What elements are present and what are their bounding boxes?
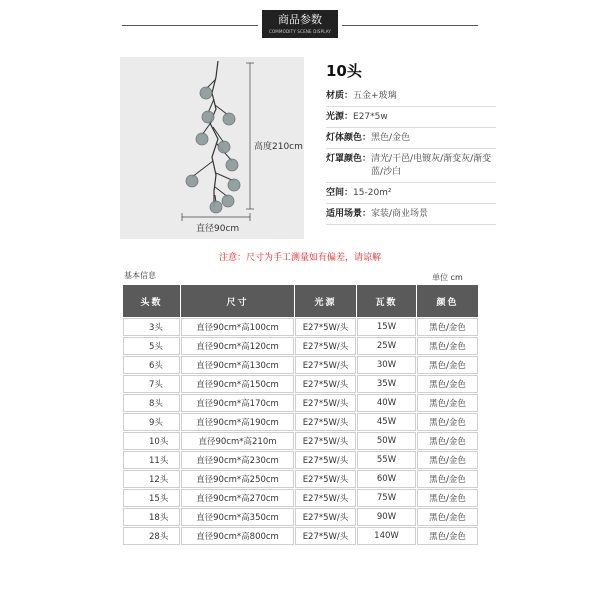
table-cell: 黑色/金色 <box>417 432 479 451</box>
spec-value: 15-20m² <box>353 188 392 198</box>
unit-label: 单位 cm <box>432 273 463 282</box>
table-row <box>123 432 479 451</box>
measurement-notice: 注意：尺寸为手工测量如有偏差，请谅解 <box>218 253 381 263</box>
col-header-light: 光源 <box>295 285 357 318</box>
basic-info-label: 基本信息 <box>124 271 156 280</box>
table-cell: 45W <box>357 413 417 432</box>
col-header-heads: 头数 <box>123 285 181 318</box>
table-cell: E27*5W/头 <box>295 413 357 432</box>
header-title-box <box>262 10 338 38</box>
spec-value: 家装/商业场景 <box>371 209 429 219</box>
table-cell: 140W <box>357 527 417 546</box>
table-cell: 黑色/金色 <box>417 508 479 527</box>
table-cell: 黑色/金色 <box>417 337 479 356</box>
table-cell: E27*5W/头 <box>295 375 357 394</box>
width-label: 直径90cm <box>196 224 240 234</box>
table-row <box>123 394 479 413</box>
table-cell: 7头 <box>123 375 181 394</box>
spec-row-body-color <box>326 128 496 149</box>
table-row <box>123 470 479 489</box>
table-cell: 直径90cm*高210m <box>181 432 295 451</box>
spec-value: 清光/干邑/电镀灰/渐变灰/渐变蓝/沙白 <box>371 154 492 177</box>
spec-value: 五金+玻璃 <box>353 91 397 101</box>
spec-title: 10头 <box>326 62 362 80</box>
table-cell: 50W <box>357 432 417 451</box>
table-cell: 35W <box>357 375 417 394</box>
table-cell: 直径90cm*高270cm <box>181 489 295 508</box>
table-cell: E27*5W/头 <box>295 432 357 451</box>
spec-table <box>122 284 479 546</box>
table-cell: 直径90cm*高100cm <box>181 318 295 337</box>
table-cell: 黑色/金色 <box>417 527 479 546</box>
table-row <box>123 451 479 470</box>
table-cell: 黑色/金色 <box>417 356 479 375</box>
table-header-row <box>123 285 479 318</box>
table-row <box>123 337 479 356</box>
table-cell: 10头 <box>123 432 181 451</box>
table-cell: E27*5W/头 <box>295 337 357 356</box>
table-cell: 11头 <box>123 451 181 470</box>
table-cell: 15头 <box>123 489 181 508</box>
table-cell: 8头 <box>123 394 181 413</box>
table-cell: 直径90cm*高170cm <box>181 394 295 413</box>
table-cell: 直径90cm*高350cm <box>181 508 295 527</box>
table-row <box>123 508 479 527</box>
table-cell: E27*5W/头 <box>295 527 357 546</box>
table-cell: E27*5W/头 <box>295 470 357 489</box>
spec-label: 灯罩颜色： <box>326 154 372 164</box>
table-cell: E27*5W/头 <box>295 508 357 527</box>
table-cell: 75W <box>357 489 417 508</box>
table-cell: 黑色/金色 <box>417 394 479 413</box>
col-header-size: 尺寸 <box>181 285 295 318</box>
table-row <box>123 413 479 432</box>
table-row <box>123 527 479 546</box>
spec-row-light-source <box>326 107 496 128</box>
table-cell: E27*5W/头 <box>295 318 357 337</box>
table-cell: 3头 <box>123 318 181 337</box>
product-image <box>120 57 304 239</box>
section-header <box>0 8 600 42</box>
table-cell: 90W <box>357 508 417 527</box>
table-cell: 60W <box>357 470 417 489</box>
spec-label: 空间： <box>326 188 354 198</box>
table-cell: 黑色/金色 <box>417 413 479 432</box>
table-cell: 黑色/金色 <box>417 318 479 337</box>
table-cell: 30W <box>357 356 417 375</box>
table-cell: E27*5W/头 <box>295 489 357 508</box>
table-cell: 5头 <box>123 337 181 356</box>
spec-label: 光源： <box>326 112 354 122</box>
table-row <box>123 318 479 337</box>
table-cell: 25W <box>357 337 417 356</box>
table-cell: 28头 <box>123 527 181 546</box>
spec-label: 适用场景： <box>326 209 372 219</box>
table-cell: 黑色/金色 <box>417 375 479 394</box>
spec-row-space <box>326 183 496 204</box>
table-cell: 40W <box>357 394 417 413</box>
spec-label: 灯体颜色： <box>326 133 372 143</box>
table-cell: 6头 <box>123 356 181 375</box>
spec-row-scene <box>326 204 496 225</box>
spec-value: 黑色/金色 <box>371 133 411 143</box>
spec-label: 材质： <box>326 91 354 101</box>
table-cell: 直径90cm*高150cm <box>181 375 295 394</box>
table-cell: 直径90cm*高800cm <box>181 527 295 546</box>
header-rule-left <box>122 25 258 26</box>
table-cell: 黑色/金色 <box>417 489 479 508</box>
table-cell: E27*5W/头 <box>295 394 357 413</box>
header-title: 商品参数 <box>278 13 322 26</box>
table-cell: E27*5W/头 <box>295 356 357 375</box>
header-subtitle: COMMODITY SCENE DISPLAY <box>268 29 332 34</box>
table-cell: 直径90cm*高120cm <box>181 337 295 356</box>
table-cell: E27*5W/头 <box>295 451 357 470</box>
table-cell: 直径90cm*高250cm <box>181 470 295 489</box>
table-row <box>123 489 479 508</box>
table-cell: 直径90cm*高130cm <box>181 356 295 375</box>
table-cell: 直径90cm*高190cm <box>181 413 295 432</box>
spec-panel <box>326 60 496 225</box>
table-cell: 黑色/金色 <box>417 470 479 489</box>
spec-value: E27*5w <box>353 112 388 122</box>
table-cell: 9头 <box>123 413 181 432</box>
col-header-watt: 瓦数 <box>357 285 417 318</box>
table-row <box>123 356 479 375</box>
height-label: 高度210cm <box>254 142 303 152</box>
table-cell: 18头 <box>123 508 181 527</box>
table-cell: 55W <box>357 451 417 470</box>
table-cell: 直径90cm*高230cm <box>181 451 295 470</box>
spec-row-shade-color <box>326 149 496 183</box>
header-rule-right <box>342 25 478 26</box>
table-cell: 12头 <box>123 470 181 489</box>
table-row <box>123 375 479 394</box>
spec-row-material <box>326 86 496 107</box>
table-cell: 黑色/金色 <box>417 451 479 470</box>
table-cell: 15W <box>357 318 417 337</box>
col-header-color: 颜色 <box>417 285 479 318</box>
